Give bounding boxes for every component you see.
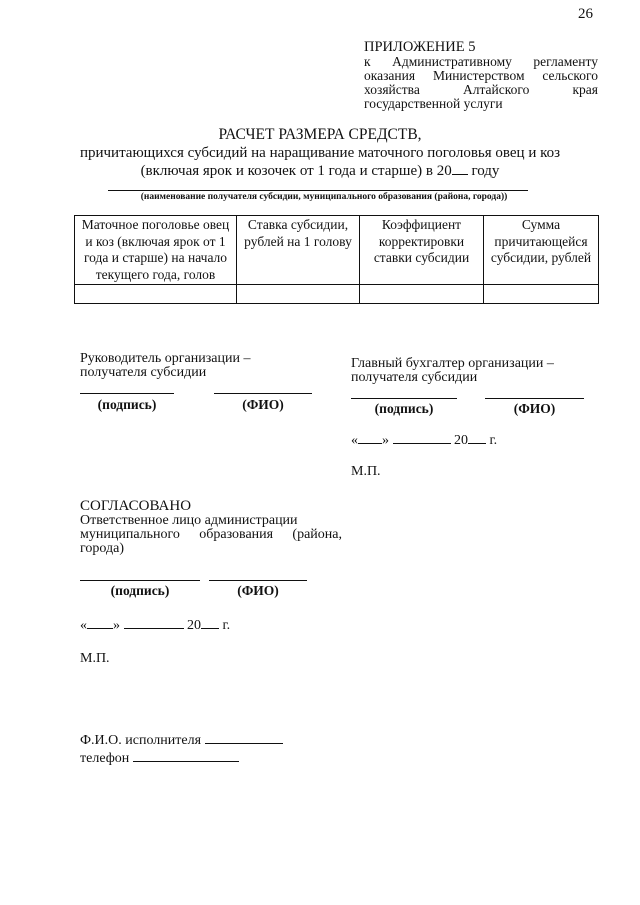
executor-phone xyxy=(80,749,239,767)
date-suffix: г. xyxy=(486,433,498,448)
header-rate: Ставка субсидии, рублей на 1 голову xyxy=(237,216,360,285)
approval-word: (района, xyxy=(292,527,342,542)
appendix-word: сельского xyxy=(542,68,598,83)
date-year-prefix: 20 xyxy=(454,433,468,448)
head-name-caption: (ФИО) xyxy=(242,397,284,412)
accountant-name-caption: (ФИО) xyxy=(513,401,556,416)
title-line-2: причитающихся субсидий на наращивание маточного поголовья овец и коз xyxy=(79,145,561,161)
approval-word: муниципального xyxy=(80,527,180,542)
approval-heading: СОГЛАСОВАНО xyxy=(80,498,192,514)
executor-name-label: Ф.И.О. исполнителя xyxy=(80,733,202,748)
approval-line-3: города) xyxy=(80,541,124,556)
appendix-line xyxy=(364,83,598,97)
header-coefficient: Коэффициент корректировки ставки субсидии xyxy=(360,216,484,285)
accountant-stamp: М.П. xyxy=(351,464,381,479)
accountant-signature-line[interactable] xyxy=(351,398,457,399)
appendix-word: края xyxy=(572,82,598,97)
recipient-caption: (наименование получателя субсидии, муниципального образования (района, города)) xyxy=(140,192,508,202)
date-suffix: г. xyxy=(219,618,231,633)
date-day-blank[interactable] xyxy=(358,431,382,444)
date-quote-close: » xyxy=(113,618,120,633)
executor-name-blank[interactable] xyxy=(205,731,283,744)
title-line-3-suffix: году xyxy=(467,163,500,179)
appendix-word: к xyxy=(364,54,371,69)
table-cell[interactable] xyxy=(484,285,599,304)
date-quote-open: « xyxy=(80,618,87,633)
executor-phone-label: телефон xyxy=(80,751,130,766)
page-number: 26 xyxy=(578,6,593,22)
title-line-3-prefix: (включая ярок и козочек от 1 года и старше) в 20 xyxy=(140,163,452,179)
approval-line-2 xyxy=(80,528,342,542)
executor-phone-blank[interactable] xyxy=(133,749,239,762)
accountant-role-line-1: Главный бухгалтер организации – xyxy=(351,356,554,371)
head-role-line-2: получателя субсидии xyxy=(80,365,207,380)
appendix-word: Административному xyxy=(392,54,512,69)
date-quote-close: » xyxy=(382,433,389,448)
accountant-date xyxy=(351,431,497,449)
accountant-name-line[interactable] xyxy=(485,398,584,399)
title-line-1: РАСЧЕТ РАЗМЕРА СРЕДСТВ, xyxy=(218,126,422,143)
approval-stamp: М.П. xyxy=(80,651,110,666)
head-role-line-1: Руководитель организации – xyxy=(80,351,251,366)
table-row xyxy=(75,285,599,304)
title-line-3 xyxy=(60,162,580,180)
approval-name-caption: (ФИО) xyxy=(237,583,279,598)
recipient-name-line[interactable] xyxy=(108,190,528,191)
approval-date xyxy=(80,616,230,634)
head-name-line[interactable] xyxy=(214,393,312,394)
approval-signature-line[interactable] xyxy=(80,580,200,581)
date-day-blank[interactable] xyxy=(87,616,113,629)
approval-name-line[interactable] xyxy=(209,580,307,581)
date-month-blank[interactable] xyxy=(124,616,184,629)
approval-line-1: Ответственное лицо администрации xyxy=(80,513,298,528)
table-cell[interactable] xyxy=(360,285,484,304)
appendix-line xyxy=(364,55,598,69)
date-month-blank[interactable] xyxy=(393,431,451,444)
appendix-word: оказания xyxy=(364,68,416,83)
year-blank[interactable] xyxy=(452,162,468,175)
accountant-role-line-2: получателя субсидии xyxy=(351,370,478,385)
approval-block xyxy=(80,499,342,556)
date-year-blank[interactable] xyxy=(468,431,486,444)
accountant-signature-caption: (подпись) xyxy=(374,401,434,416)
appendix-line xyxy=(364,69,598,83)
appendix-word: Алтайского xyxy=(462,82,530,97)
date-year-blank[interactable] xyxy=(201,616,219,629)
document-title xyxy=(60,126,580,180)
table-header-row xyxy=(75,216,599,285)
date-year-prefix: 20 xyxy=(187,618,201,633)
table-cell[interactable] xyxy=(237,285,360,304)
approval-word: образования xyxy=(199,527,274,542)
executor-name xyxy=(80,731,283,749)
appendix-heading: ПРИЛОЖЕНИЕ 5 xyxy=(364,39,476,55)
appendix-line: государственной услуги xyxy=(364,96,503,111)
appendix-word: регламенту xyxy=(533,54,598,69)
table-cell[interactable] xyxy=(75,285,237,304)
head-signature-line[interactable] xyxy=(80,393,174,394)
head-signature-caption: (подпись) xyxy=(97,397,157,412)
appendix-block xyxy=(364,40,598,111)
appendix-word: хозяйства xyxy=(364,82,420,97)
header-amount: Сумма причитающейся субсидии, рублей xyxy=(484,216,599,285)
header-livestock: Маточное поголовье овец и коз (включая ярок от 1 года и старше) на начало текущего года, голов xyxy=(75,216,237,285)
date-quote-open: « xyxy=(351,433,358,448)
appendix-word: Министерством xyxy=(432,68,525,83)
calculation-table xyxy=(74,215,599,304)
approval-signature-caption: (подпись) xyxy=(110,583,170,598)
